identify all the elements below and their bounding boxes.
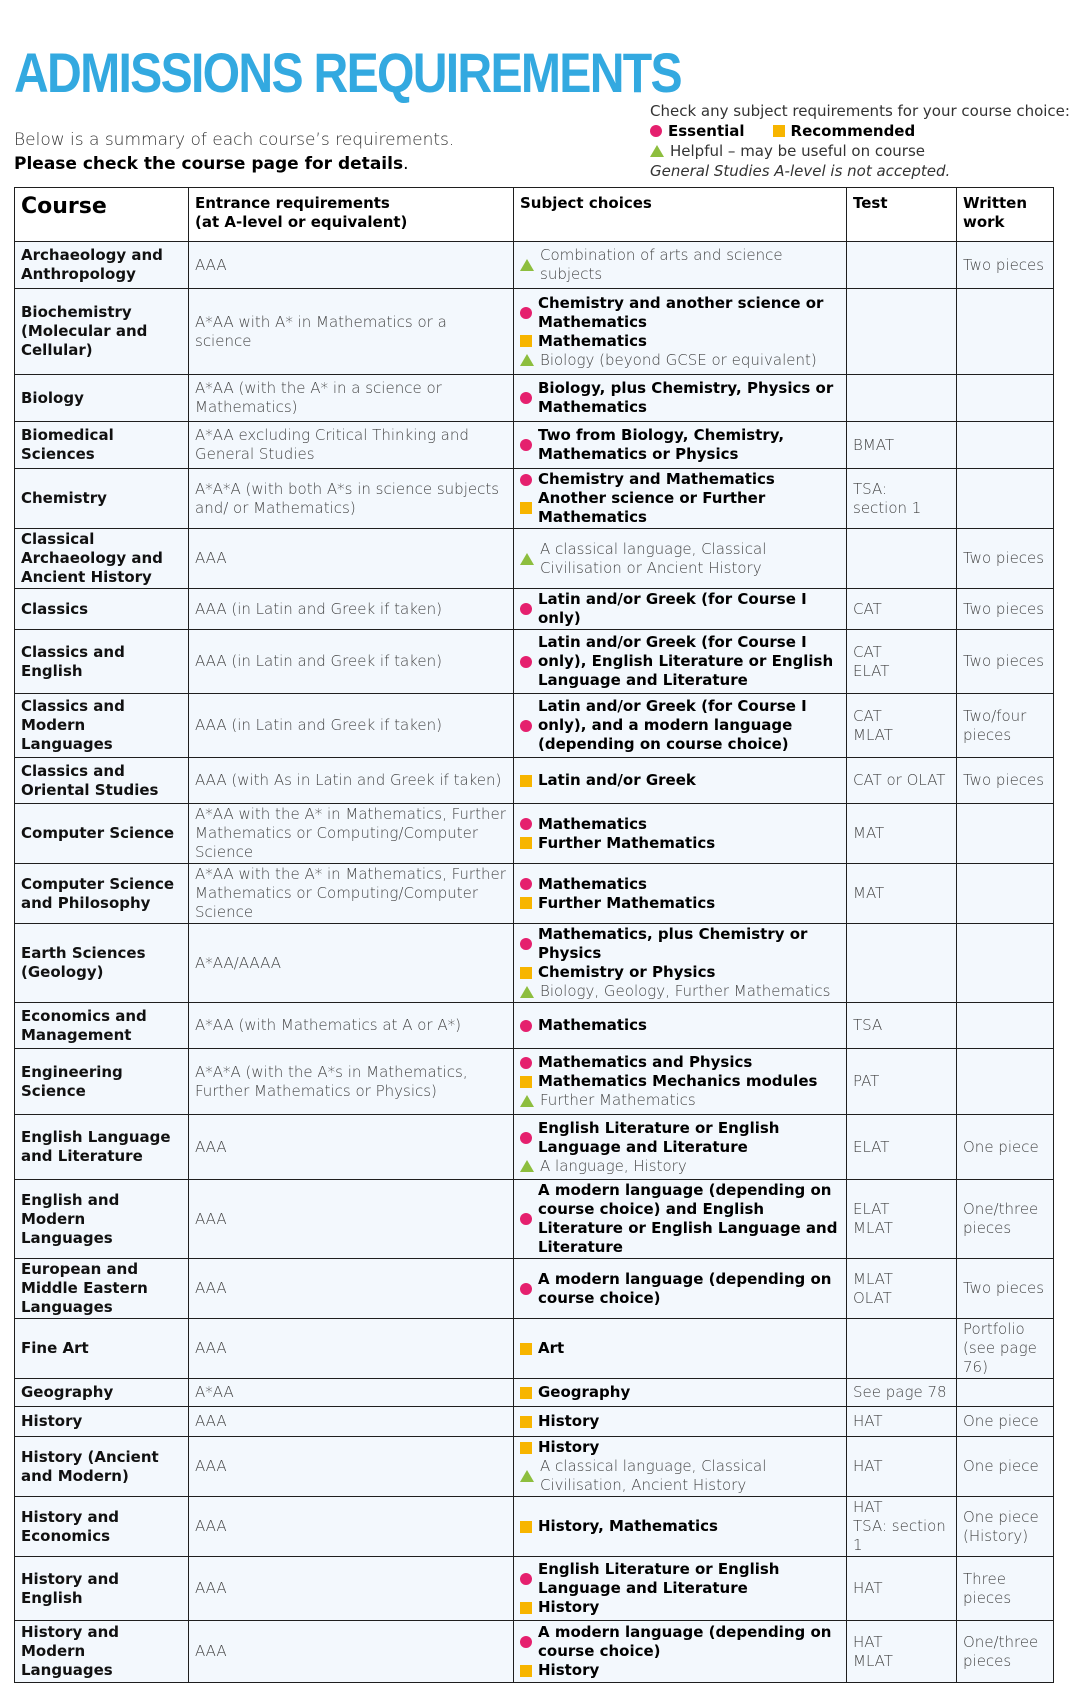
table-row bbox=[15, 1407, 1054, 1437]
essential-circle-icon bbox=[520, 1057, 532, 1069]
written-work bbox=[957, 924, 1054, 1003]
course-name: Biochemistry (Molecular and Cellular) bbox=[15, 289, 189, 375]
admissions-test: MLAT OLAT bbox=[847, 1259, 957, 1319]
essential-circle-icon bbox=[520, 1213, 532, 1225]
essential-circle-icon bbox=[520, 720, 532, 732]
subject-text: English Literature or English Language and Literature bbox=[538, 1560, 780, 1597]
written-work: One piece bbox=[957, 1115, 1054, 1180]
header-course: Course bbox=[15, 188, 189, 242]
entrance-requirement: A*AA with the A* in Mathematics, Further Mathematics or Computing/Computer Science bbox=[189, 804, 514, 864]
subject-recommended bbox=[520, 332, 840, 351]
table-row bbox=[15, 804, 1054, 864]
table-row bbox=[15, 1621, 1054, 1683]
entrance-requirement: AAA (in Latin and Greek if taken) bbox=[189, 694, 514, 758]
subject-recommended bbox=[520, 963, 840, 982]
table-row bbox=[15, 1259, 1054, 1319]
requirements-table bbox=[14, 187, 1054, 1683]
entrance-requirement: A*A*A (with both A*s in science subjects and/ or Mathematics) bbox=[189, 469, 514, 529]
admissions-test bbox=[847, 375, 957, 422]
subject-essential bbox=[520, 379, 840, 417]
subject-text: Biology, plus Chemistry, Physics or Mathematics bbox=[538, 379, 834, 416]
written-work: One/three pieces bbox=[957, 1621, 1054, 1683]
subject-essential bbox=[520, 815, 840, 834]
entrance-requirement: AAA bbox=[189, 1407, 514, 1437]
entrance-requirement: AAA bbox=[189, 1437, 514, 1497]
written-work bbox=[957, 422, 1054, 469]
intro-period: . bbox=[403, 154, 409, 174]
course-name: Economics and Management bbox=[15, 1003, 189, 1049]
essential-circle-icon bbox=[520, 439, 532, 451]
course-name: Classical Archaeology and Ancient History bbox=[15, 529, 189, 589]
subject-helpful bbox=[520, 982, 840, 1001]
subject-helpful bbox=[520, 1457, 840, 1495]
table-row bbox=[15, 1319, 1054, 1379]
subject-choices bbox=[514, 1497, 847, 1557]
recommended-square-icon bbox=[520, 1442, 532, 1454]
entrance-requirement: A*AA (with Mathematics at A or A*) bbox=[189, 1003, 514, 1049]
admissions-test: CAT MLAT bbox=[847, 694, 957, 758]
subject-text: Biology (beyond GCSE or equivalent) bbox=[540, 350, 817, 369]
table-row bbox=[15, 1497, 1054, 1557]
entrance-requirement: AAA (in Latin and Greek if taken) bbox=[189, 630, 514, 694]
course-name: Classics and Oriental Studies bbox=[15, 758, 189, 804]
subject-text: Mathematics bbox=[538, 874, 647, 893]
course-name: Earth Sciences (Geology) bbox=[15, 924, 189, 1003]
subject-recommended bbox=[520, 1438, 840, 1457]
entrance-requirement: A*AA/AAAA bbox=[189, 924, 514, 1003]
subject-text: Mathematics Mechanics modules bbox=[538, 1072, 818, 1090]
subject-text: Combination of arts and science subjects bbox=[540, 246, 783, 283]
subject-recommended bbox=[520, 1412, 840, 1431]
admissions-test: PAT bbox=[847, 1049, 957, 1115]
course-name: History (Ancient and Modern) bbox=[15, 1437, 189, 1497]
subject-choices bbox=[514, 1319, 847, 1379]
subject-choices bbox=[514, 1049, 847, 1115]
helpful-triangle-icon bbox=[520, 354, 534, 366]
entrance-requirement: A*AA bbox=[189, 1379, 514, 1407]
subject-choices bbox=[514, 529, 847, 589]
written-work: Two pieces bbox=[957, 630, 1054, 694]
table-row bbox=[15, 924, 1054, 1003]
subject-essential bbox=[520, 875, 840, 894]
course-name: Engineering Science bbox=[15, 1049, 189, 1115]
written-work: Two pieces bbox=[957, 1259, 1054, 1319]
admissions-test bbox=[847, 529, 957, 589]
recommended-square-icon bbox=[520, 775, 532, 787]
admissions-test: ELAT bbox=[847, 1115, 957, 1180]
subject-helpful bbox=[520, 351, 840, 370]
subject-text: Further Mathematics bbox=[540, 1091, 696, 1109]
admissions-test: ELAT MLAT bbox=[847, 1180, 957, 1259]
entrance-requirement: AAA (with As in Latin and Greek if taken) bbox=[189, 758, 514, 804]
table-row bbox=[15, 630, 1054, 694]
essential-circle-icon bbox=[520, 1283, 532, 1295]
course-name: English Language and Literature bbox=[15, 1115, 189, 1180]
subject-text: Chemistry or Physics bbox=[538, 963, 716, 981]
course-name: History bbox=[15, 1407, 189, 1437]
subject-text: Latin and/or Greek (for Course I only), English Literature or English Language and Literature bbox=[538, 633, 834, 689]
subject-helpful bbox=[520, 540, 840, 578]
entrance-requirement: AAA bbox=[189, 1115, 514, 1180]
admissions-test: CAT or OLAT bbox=[847, 758, 957, 804]
subject-essential bbox=[520, 925, 840, 963]
written-work bbox=[957, 864, 1054, 924]
recommended-square-icon bbox=[520, 1343, 532, 1355]
table-row bbox=[15, 1049, 1054, 1115]
written-work bbox=[957, 1379, 1054, 1407]
course-name: Biomedical Sciences bbox=[15, 422, 189, 469]
subject-essential bbox=[520, 1016, 840, 1035]
header-subject-choices: Subject choices bbox=[514, 188, 847, 242]
entrance-requirement: AAA bbox=[189, 1497, 514, 1557]
intro-check-details-text: Please check the course page for details bbox=[14, 154, 404, 174]
subject-text: A classical language, Classical Civilisation, Ancient History bbox=[540, 1457, 767, 1494]
course-name: European and Middle Eastern Languages bbox=[15, 1259, 189, 1319]
admissions-test bbox=[847, 1319, 957, 1379]
subject-recommended bbox=[520, 834, 840, 853]
admissions-test: TSA: section 1 bbox=[847, 469, 957, 529]
recommended-square-icon bbox=[773, 125, 785, 137]
written-work bbox=[957, 289, 1054, 375]
admissions-test: MAT bbox=[847, 804, 957, 864]
subject-text: Mathematics, plus Chemistry or Physics bbox=[538, 925, 808, 962]
subject-text: English Literature or English Language and Literature bbox=[538, 1118, 780, 1156]
intro-summary: Below is a summary of each course’s requirements. bbox=[14, 130, 455, 150]
subject-text: Chemistry and another science or Mathematics bbox=[538, 293, 824, 331]
subject-text: Mathematics bbox=[538, 1016, 647, 1034]
written-work bbox=[957, 469, 1054, 529]
table-row bbox=[15, 1003, 1054, 1049]
table-row bbox=[15, 422, 1054, 469]
subject-text: Further Mathematics bbox=[538, 833, 716, 852]
subject-essential bbox=[520, 1270, 840, 1308]
written-work bbox=[957, 375, 1054, 422]
entrance-requirement: A*AA (with the A* in a science or Mathematics) bbox=[189, 375, 514, 422]
header-entrance-requirements: Entrance requirements (at A-level or equivalent) bbox=[189, 188, 514, 242]
course-name: Computer Science and Philosophy bbox=[15, 864, 189, 924]
legend-heading: Check any subject requirements for your course choice: bbox=[650, 102, 1070, 120]
admissions-test: HAT bbox=[847, 1437, 957, 1497]
subject-text: Further Mathematics bbox=[538, 893, 716, 912]
helpful-triangle-icon bbox=[520, 259, 534, 271]
table-row bbox=[15, 1557, 1054, 1621]
subject-essential bbox=[520, 470, 840, 489]
subject-recommended bbox=[520, 1517, 840, 1536]
recommended-square-icon bbox=[520, 897, 532, 909]
header-test: Test bbox=[847, 188, 957, 242]
written-work bbox=[957, 1003, 1054, 1049]
written-work: Two pieces bbox=[957, 242, 1054, 289]
page-title: ADMISSIONS REQUIREMENTS bbox=[14, 41, 681, 104]
legend-recommended: Recommended bbox=[790, 122, 916, 140]
course-name: Computer Science bbox=[15, 804, 189, 864]
essential-circle-icon bbox=[520, 1573, 532, 1585]
subject-choices bbox=[514, 758, 847, 804]
written-work: Two pieces bbox=[957, 529, 1054, 589]
table-row bbox=[15, 1115, 1054, 1180]
admissions-test: HAT bbox=[847, 1407, 957, 1437]
admissions-test bbox=[847, 924, 957, 1003]
written-work: One piece bbox=[957, 1407, 1054, 1437]
intro-check-details bbox=[14, 152, 454, 176]
subject-choices bbox=[514, 1557, 847, 1621]
subject-text: Biology, Geology, Further Mathematics bbox=[540, 982, 831, 1000]
subject-choices bbox=[514, 1621, 847, 1683]
legend-key-row bbox=[650, 121, 1070, 141]
subject-choices bbox=[514, 1437, 847, 1497]
table-row bbox=[15, 289, 1054, 375]
subject-text: Geography bbox=[538, 1383, 631, 1401]
course-name: Chemistry bbox=[15, 469, 189, 529]
subject-recommended bbox=[520, 1072, 840, 1091]
essential-circle-icon bbox=[520, 474, 532, 486]
subject-choices bbox=[514, 1003, 847, 1049]
admissions-test: CAT bbox=[847, 589, 957, 630]
recommended-square-icon bbox=[520, 502, 532, 514]
written-work bbox=[957, 804, 1054, 864]
helpful-triangle-icon bbox=[520, 1470, 534, 1482]
table-row bbox=[15, 1180, 1054, 1259]
table-row bbox=[15, 758, 1054, 804]
subject-choices bbox=[514, 469, 847, 529]
entrance-requirement: A*A*A (with the A*s in Mathematics, Further Mathematics or Physics) bbox=[189, 1049, 514, 1115]
recommended-square-icon bbox=[520, 1602, 532, 1614]
table-header-row bbox=[15, 188, 1054, 242]
admissions-test: HAT bbox=[847, 1557, 957, 1621]
intro bbox=[14, 128, 454, 176]
admissions-test: CAT ELAT bbox=[847, 630, 957, 694]
subject-choices bbox=[514, 1407, 847, 1437]
subject-recommended bbox=[520, 1339, 840, 1358]
essential-circle-icon bbox=[520, 878, 532, 890]
subject-choices bbox=[514, 630, 847, 694]
course-name: Biology bbox=[15, 375, 189, 422]
entrance-requirement: A*AA excluding Critical Thinking and General Studies bbox=[189, 422, 514, 469]
essential-circle-icon bbox=[520, 1636, 532, 1648]
subject-essential bbox=[520, 697, 840, 754]
subject-recommended bbox=[520, 894, 840, 913]
subject-text: Another science or Further Mathematics bbox=[538, 489, 766, 526]
written-work: One/three pieces bbox=[957, 1180, 1054, 1259]
subject-text: A modern language (depending on course choice) bbox=[538, 1269, 832, 1307]
admissions-test: HAT TSA: section 1 bbox=[847, 1497, 957, 1557]
recommended-square-icon bbox=[520, 1076, 532, 1088]
essential-circle-icon bbox=[520, 1020, 532, 1032]
recommended-square-icon bbox=[520, 335, 532, 347]
legend-helpful: Helpful – may be useful on course bbox=[670, 142, 926, 160]
admissions-test bbox=[847, 242, 957, 289]
course-name: Classics and Modern Languages bbox=[15, 694, 189, 758]
entrance-requirement: AAA bbox=[189, 242, 514, 289]
essential-circle-icon bbox=[520, 656, 532, 668]
legend-essential: Essential bbox=[668, 122, 745, 140]
subject-text: Mathematics and Physics bbox=[538, 1053, 753, 1071]
table-row bbox=[15, 1437, 1054, 1497]
written-work: Two pieces bbox=[957, 758, 1054, 804]
subject-text: History, Mathematics bbox=[538, 1517, 718, 1535]
essential-circle-icon bbox=[520, 1132, 532, 1144]
written-work: One piece (History) bbox=[957, 1497, 1054, 1557]
course-name: History and English bbox=[15, 1557, 189, 1621]
subject-choices bbox=[514, 864, 847, 924]
entrance-requirement: AAA bbox=[189, 529, 514, 589]
subject-essential bbox=[520, 1119, 840, 1157]
written-work bbox=[957, 1049, 1054, 1115]
course-name: Fine Art bbox=[15, 1319, 189, 1379]
recommended-square-icon bbox=[520, 967, 532, 979]
subject-essential bbox=[520, 294, 840, 332]
written-work: Two pieces bbox=[957, 589, 1054, 630]
subject-text: Chemistry and Mathematics bbox=[538, 470, 775, 488]
subject-text: Two from Biology, Chemistry, Mathematics or Physics bbox=[538, 426, 785, 463]
recommended-square-icon bbox=[520, 1521, 532, 1533]
table-row bbox=[15, 589, 1054, 630]
entrance-requirement: AAA (in Latin and Greek if taken) bbox=[189, 589, 514, 630]
essential-circle-icon bbox=[520, 307, 532, 319]
admissions-test: BMAT bbox=[847, 422, 957, 469]
subject-choices bbox=[514, 1115, 847, 1180]
subject-choices bbox=[514, 1259, 847, 1319]
helpful-triangle-icon bbox=[520, 553, 534, 565]
course-name: Archaeology and Anthropology bbox=[15, 242, 189, 289]
subject-choices bbox=[514, 375, 847, 422]
subject-choices bbox=[514, 1379, 847, 1407]
subject-text: A modern language (depending on course choice) bbox=[538, 1623, 832, 1660]
subject-text: A classical language, Classical Civilisation or Ancient History bbox=[540, 539, 767, 577]
entrance-requirement: AAA bbox=[189, 1621, 514, 1683]
entrance-requirement: AAA bbox=[189, 1557, 514, 1621]
recommended-square-icon bbox=[520, 1387, 532, 1399]
subject-essential bbox=[520, 426, 840, 464]
subject-text: History bbox=[538, 1438, 600, 1456]
subject-text: Latin and/or Greek (for Course I only), and a modern language (depending on course choice) bbox=[538, 697, 807, 753]
subject-essential bbox=[520, 590, 840, 628]
subject-essential bbox=[520, 633, 840, 690]
subject-text: Mathematics bbox=[538, 331, 647, 350]
legend-helpful-row bbox=[650, 141, 1070, 161]
subject-text: A modern language (depending on course choice) and English Literature or English Language and Literature bbox=[538, 1181, 838, 1256]
subject-recommended bbox=[520, 489, 840, 527]
legend bbox=[650, 101, 1070, 181]
subject-choices bbox=[514, 924, 847, 1003]
course-name: Classics and English bbox=[15, 630, 189, 694]
subject-choices bbox=[514, 804, 847, 864]
helpful-triangle-icon bbox=[650, 145, 664, 157]
recommended-square-icon bbox=[520, 1416, 532, 1428]
table-row bbox=[15, 375, 1054, 422]
helpful-triangle-icon bbox=[520, 1160, 534, 1172]
subject-recommended bbox=[520, 1383, 840, 1402]
written-work: Two/four pieces bbox=[957, 694, 1054, 758]
recommended-square-icon bbox=[520, 837, 532, 849]
subject-essential bbox=[520, 1181, 840, 1257]
table-row bbox=[15, 864, 1054, 924]
subject-recommended bbox=[520, 771, 840, 790]
subject-essential bbox=[520, 1560, 840, 1598]
header-written-work: Written work bbox=[957, 188, 1054, 242]
entrance-requirement: AAA bbox=[189, 1259, 514, 1319]
course-name: English and Modern Languages bbox=[15, 1180, 189, 1259]
table-row bbox=[15, 529, 1054, 589]
subject-text: A language, History bbox=[540, 1156, 687, 1175]
admissions-test: See page 78 bbox=[847, 1379, 957, 1407]
subject-text: Latin and/or Greek (for Course I only) bbox=[538, 590, 807, 627]
admissions-test bbox=[847, 289, 957, 375]
legend-note: General Studies A-level is not accepted. bbox=[650, 162, 951, 180]
subject-text: History bbox=[538, 1661, 600, 1679]
written-work: Portfolio (see page 76) bbox=[957, 1319, 1054, 1379]
course-name: Geography bbox=[15, 1379, 189, 1407]
course-name: History and Economics bbox=[15, 1497, 189, 1557]
entrance-requirement: AAA bbox=[189, 1319, 514, 1379]
subject-text: History bbox=[538, 1598, 600, 1616]
subject-text: History bbox=[538, 1412, 600, 1430]
subject-recommended bbox=[520, 1661, 840, 1680]
admissions-test: HAT MLAT bbox=[847, 1621, 957, 1683]
course-name: Classics bbox=[15, 589, 189, 630]
essential-circle-icon bbox=[520, 818, 532, 830]
helpful-triangle-icon bbox=[520, 986, 534, 998]
entrance-requirement: A*AA with the A* in Mathematics, Further Mathematics or Computing/Computer Science bbox=[189, 864, 514, 924]
subject-essential bbox=[520, 1053, 840, 1072]
subject-choices bbox=[514, 422, 847, 469]
subject-choices bbox=[514, 1180, 847, 1259]
written-work: Three pieces bbox=[957, 1557, 1054, 1621]
essential-circle-icon bbox=[520, 392, 532, 404]
subject-choices bbox=[514, 242, 847, 289]
admissions-test: TSA bbox=[847, 1003, 957, 1049]
subject-helpful bbox=[520, 1157, 840, 1176]
subject-text: Art bbox=[538, 1339, 565, 1357]
recommended-square-icon bbox=[520, 1665, 532, 1677]
admissions-test: MAT bbox=[847, 864, 957, 924]
essential-circle-icon bbox=[520, 938, 532, 950]
table-row bbox=[15, 469, 1054, 529]
subject-choices bbox=[514, 289, 847, 375]
table-row bbox=[15, 1379, 1054, 1407]
subject-text: Mathematics bbox=[538, 814, 647, 833]
entrance-requirement: A*AA with A* in Mathematics or a science bbox=[189, 289, 514, 375]
subject-helpful bbox=[520, 246, 840, 284]
subject-essential bbox=[520, 1623, 840, 1661]
subject-recommended bbox=[520, 1598, 840, 1617]
subject-choices bbox=[514, 694, 847, 758]
helpful-triangle-icon bbox=[520, 1095, 534, 1107]
subject-helpful bbox=[520, 1091, 840, 1110]
table-row bbox=[15, 694, 1054, 758]
course-name: History and Modern Languages bbox=[15, 1621, 189, 1683]
entrance-requirement: AAA bbox=[189, 1180, 514, 1259]
subject-choices bbox=[514, 589, 847, 630]
table-row bbox=[15, 242, 1054, 289]
essential-circle-icon bbox=[650, 125, 662, 137]
written-work: One piece bbox=[957, 1437, 1054, 1497]
essential-circle-icon bbox=[520, 603, 532, 615]
subject-text: Latin and/or Greek bbox=[538, 771, 696, 789]
